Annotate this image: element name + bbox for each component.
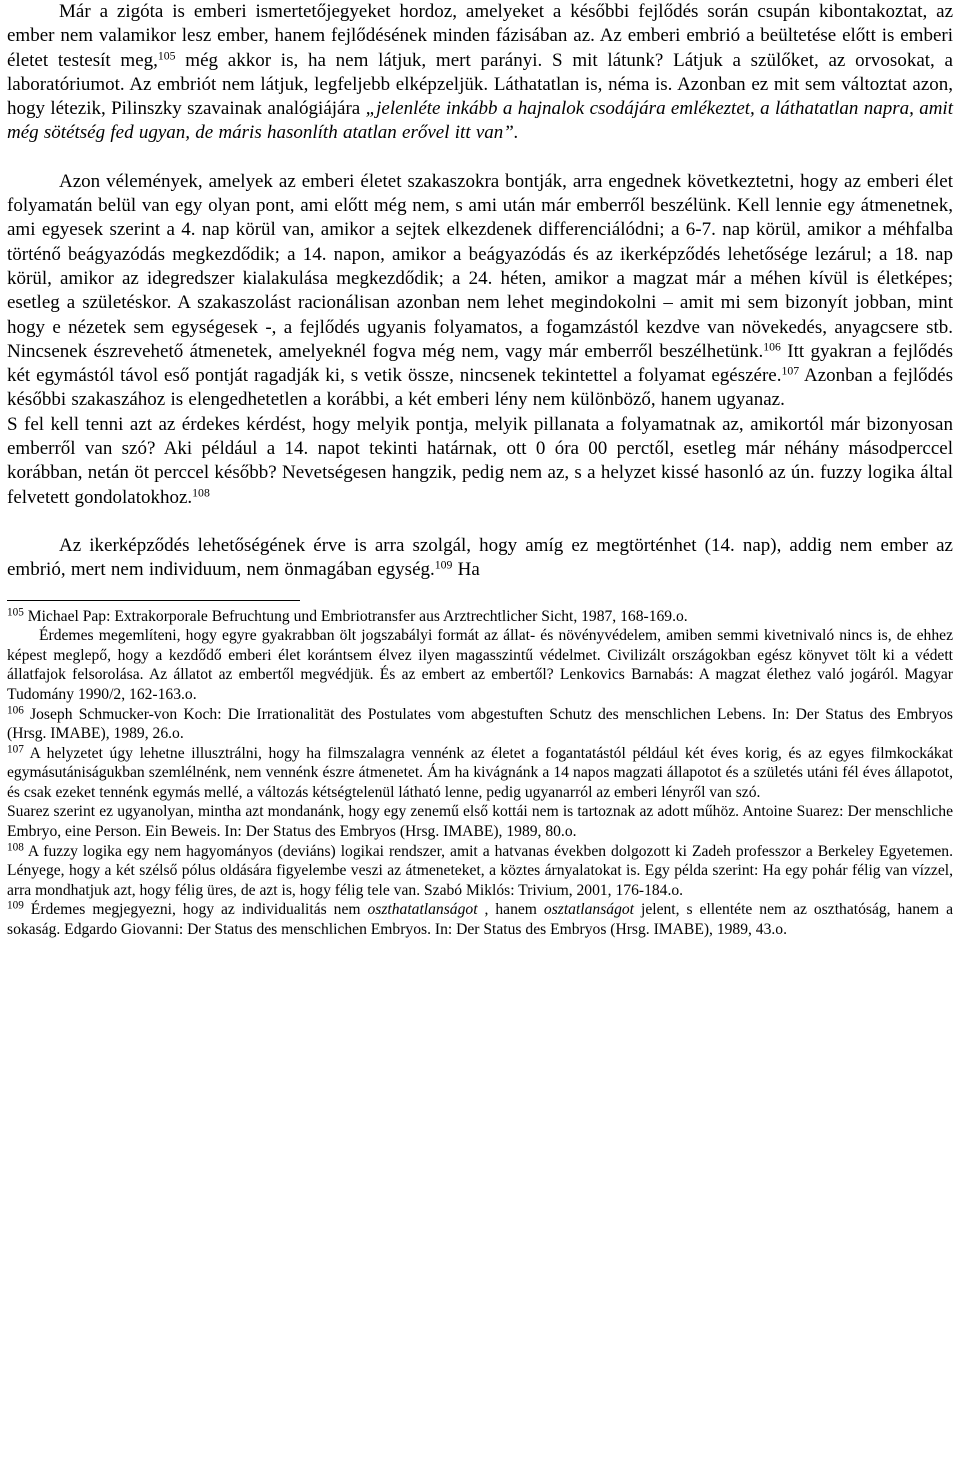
paragraph-text: Ha xyxy=(452,559,480,581)
footnote-text: Érdemes megjegyezni, hogy az individualitás nem xyxy=(23,901,368,919)
paragraph-twinning xyxy=(7,534,953,583)
paragraph-text: még akkor is, ha nem látjuk, mert parányi. S mit látunk? Látjuk a szülőket, az orvosokat, a laboratóriumot. Az embriót nem látjuk, legfeljebb elképzeljük. Láthatatlan is, néma is. xyxy=(7,49,953,95)
footnote-ref-106[interactable]: 106 xyxy=(763,340,781,354)
footnote-number: 108 xyxy=(7,841,24,854)
footnote-number: 105 xyxy=(7,605,24,618)
footnote-108 xyxy=(7,842,953,901)
paragraph-text: Azon vélemények, amelyek az emberi életet szakaszokra bontják, arra engednek következtetni, hogy az emberi élet folyamatán belül van egy olyan pont, ami előtt még nem, s ami után már emberről beszélünk. Kell lennie egy átmenetnek, ami egyesek szerint a 4. nap körül van, amikor a sejtek elkezdenek differenciálódni; a 6-7. nap körül, amikor a méhfalba történő beágyazódás megkezdődik; a 14. napon, amikor a beágyazódás és az ikerképződés lehetősége lezárul; a 18. nap körül, amikor az idegredszer kialakulása megkezdődik; a 24. héten, amikor a magzat már a méhen kívül is életképes; esetleg a születéskor. A szakaszolást racionálisan azonban nem lehet megindokolni – amit mi sem bizonyít jobban, mint hogy e nézetek sem egységesek -, a fejlődés ugyanis folyamatos, a fogamzástól kezdve van növekedés, anyagcsere stb. Nincsenek észrevehető átmenetek, amelyeknél fogva még nem, vagy már emberről beszélhetünk. xyxy=(7,170,953,362)
footnote-italic: osztatlanságot xyxy=(543,901,635,919)
footnote-text: jelent, s ellentéte nem az oszthatóság, hanem a sokaság. Edgardo Giovanni: Der Status des menschlichen Embryos. In: Der Status des Embryos (Hrsg. IMABE), 1989, 43.o. xyxy=(7,901,953,939)
footnote-text: Joseph Schmucker-von Koch: Die Irrationalität des Postulates vom abgestuften Schutz des menschlichen Lebens. In: Der Status des Embryos (Hrsg. IMABE), 1989, 26.o. xyxy=(7,705,953,743)
footnote-text: A fuzzy logika egy nem hagyományos (deviáns) logikai rendszer, amit a hatvanas években dolgozott ki Zadeh professzor a Berkeley Egyetemen. Lényege, hogy a két szélső pólus oldására figyelembe veszi az átmeneteket, a köztes árnyalatokat is. Egy példa szerint: Ha egy pohár félig van vízzel, arra mondhatjuk azt, hogy félig üres, de azt is, hogy félig tele van. Szabó Miklós: Trivium, 2001, 176-184.o. xyxy=(7,842,953,899)
footnote-ref-107[interactable]: 107 xyxy=(781,364,800,378)
footnote-text: A helyzetet úgy lehetne illusztrálni, hogy ha filmszalagra vennénk az életet a fogantatástól például két éves korig, és az egyes filmkockákat egymásutániságukban szemlélnénk, nem vennénk észre átmenetet. Ám ha kivágnánk a 14 napos magzati állapotot és a születés utáni fél éves állapotot, és csak ezeket tennénk egymás mellé, a változás kétségtelenül látható lenne, pedig ugyanarról az emberi lényről van szó. xyxy=(7,744,953,801)
pilinszky-quote: „jelenléte inkább a hajnalok csodájára emlékeztet, a láthatatlan napra, amit még sötétség fed ugyan, de máris hasonlíth atatlan erővel itt van”. xyxy=(7,98,953,144)
footnote-107 xyxy=(7,744,953,803)
paragraph-text: Itt gyakran a fejlődés két egymástól távol eső pontját ragadják ki, s vetik össze, nincsenek tekintettel a folyamat egészére. xyxy=(7,340,953,387)
paragraph-question xyxy=(7,413,953,510)
paragraph-stages xyxy=(7,170,953,413)
footnote-ref-108[interactable]: 108 xyxy=(192,486,210,500)
footnote-105 xyxy=(7,607,953,627)
footnote-text: , hanem xyxy=(477,901,544,919)
footnote-105-continued: Érdemes megemlíteni, hogy egyre gyakrabban ölt jogszabályi formát az állat- és növényvédelem, amiben semmi kivetnivaló nincs is, de ehhez képest meglepő, hogy a kezdődő emberi élet korántsem élvez ilyen magasszintű védelmet. Civilizált országokban egész könyvet tölt ki a védett állatfajok felsorolása. Az állatot az embertől megvédjük. És az embert az embertől? Lenkovics Barnabás: A magzat élethez való jogáról. Magyar Tudomány 1990/2, 162-163.o. xyxy=(7,627,953,703)
paragraph-zygote xyxy=(7,0,953,146)
footnote-text: Michael Pap: Extrakorporale Befruchtung und Embriotransfer aus Arztrechtlicher Sicht, 1987, 168-169.o. xyxy=(23,607,688,625)
footnote-number: 106 xyxy=(7,703,24,716)
paragraph-text: Már a zigóta is emberi ismertetőjegyeket hordoz, amelyeket a későbbi fejlődés során csupán kibontakoztat, az ember nem valamikor lesz ember, hanem fejlődésének minden fázisában az. Az emberi embrió a beültetése előtt is emberi életet testesít meg, xyxy=(7,1,953,71)
footnote-separator xyxy=(7,600,300,601)
footnote-109 xyxy=(7,900,953,939)
footnote-ref-105[interactable]: 105 xyxy=(157,49,176,63)
footnote-ref-109[interactable]: 109 xyxy=(434,558,453,572)
footnote-number: 107 xyxy=(7,743,24,756)
paragraph-text: Az ikerképződés lehetőségének érve is arra szolgál, hogy amíg ez megtörténhet (14. nap), addig nem ember az embrió, mert nem individuum, nem önmagában egység. xyxy=(7,534,953,581)
footnote-107-continued: Suarez szerint ez ugyanolyan, mintha azt mondanánk, hogy egy zenemű első kottái nem is tartoznak az adott műhöz. Antoine Suarez: Der menschliche Embryo, eine Person. Ein Beweis. In: Der Status des Embryos (Hrsg. IMABE), 1989, 80.o. xyxy=(7,803,953,841)
paragraph-text: Azonban ez mit sem változtat azon, hogy létezik, Pilinszky szavainak analógiájára xyxy=(7,73,954,120)
footnote-italic: oszthatatlanságot xyxy=(367,901,478,919)
paragraph-text: S fel kell tenni azt az érdekes kérdést, hogy melyik pontja, melyik pillanata a folyamatnak az, amikortól már bizonyosan emberről van szó? Aki például a 14. napot tekinti határnak, ott 0 óra 00 perctől, esetleg már néhány másodperccel korábban, netán öt perccel később? Nevetségesen hangzik, pedig nem az, s a helyzet kissé hasonló az ún. fuzzy logika által felvetett gondolatokhoz. xyxy=(7,413,953,508)
footnote-number: 109 xyxy=(7,899,24,912)
footnote-106 xyxy=(7,705,953,744)
paragraph-text: Azonban a fejlődés későbbi szakaszához is elengedhetetlen a korábbi, a két emberi lény nem különböző, hanem ugyanaz. xyxy=(7,365,953,411)
footnotes xyxy=(7,607,953,940)
